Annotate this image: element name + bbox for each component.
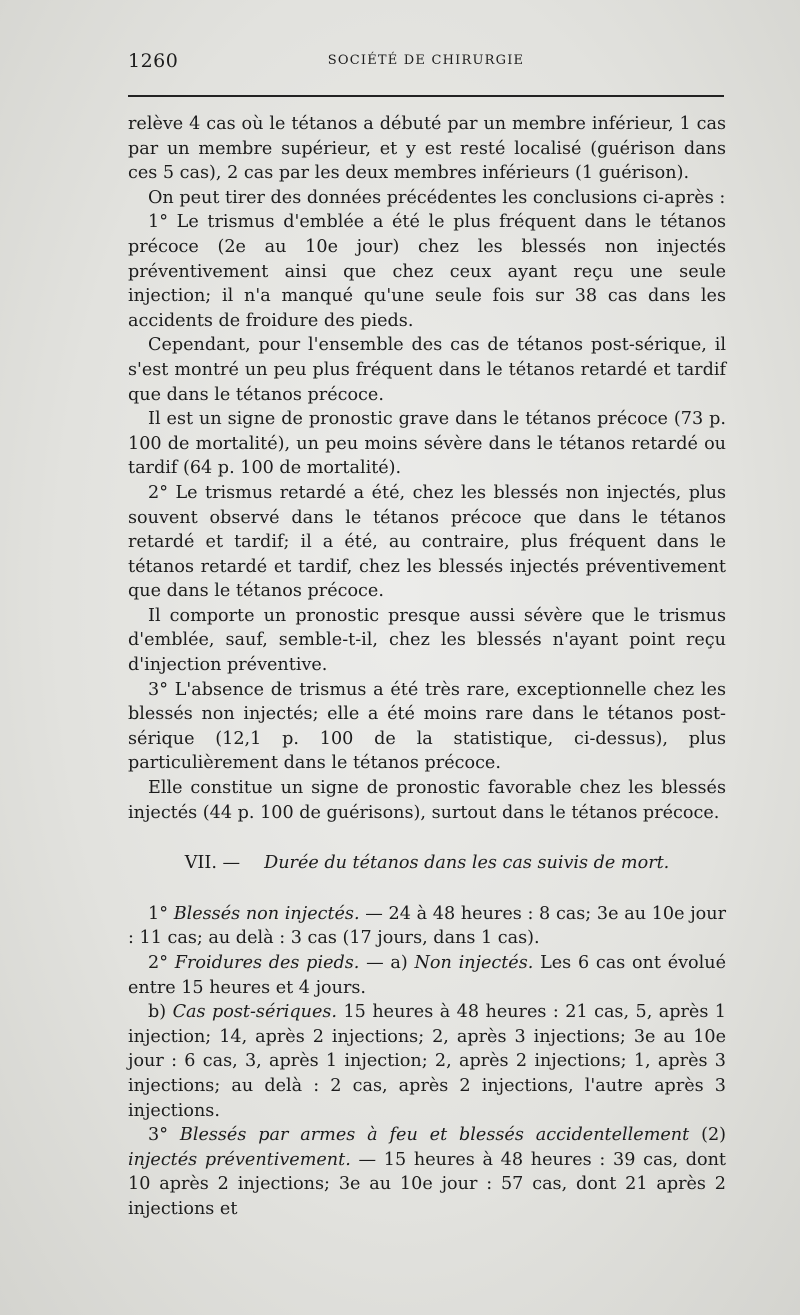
paragraph: On peut tirer des données précédentes les conclusions ci-après : [148,187,726,208]
section-title: Durée du tétanos dans les cas suivis de mort. [264,853,670,874]
list-item: b) Cas post-sériques. 15 heures à 48 heures : 21 cas, 5, après 1 injection; 14, après 2 injections; 2, après 3 injections; 3e au 10e jour : 6 cas, 3, après 1 injection; 2, après 2 injections; 1, après 3 injections; au delà : 2 cas, après 2 injections, l'autre après 3 injections. [128,1002,726,1121]
paragraph: Il comporte un pronostic presque aussi sévère que le trismus d'emblée, sauf, semble-t-il, chez les blessés n'ayant point reçu d'injection préventive. [128,605,726,676]
list-item: 1° Blessés non injectés. — 24 à 48 heures : 8 cas; 3e au 10e jour : 11 cas; au delà : 3 cas (17 jours, dans 1 cas). [128,903,726,949]
page-header [128,50,724,74]
paragraph: 2° Le trismus retardé a été, chez les blessés non injectés, plus souvent observé dans le tétanos précoce que dans le tétanos retardé et tardif; il a été, au contraire, plus fréquent dans le tétanos retardé et tardif, chez les blessés injectés préventivement que dans le tétanos précoce. [128,482,726,602]
section-heading [128,851,726,876]
list-item: 2° Froidures des pieds. — a) Non injectés. Les 6 cas ont évolué entre 15 heures et 4 jours. [128,953,727,998]
paragraph: Il est un signe de pronostic grave dans le tétanos précoce (73 p. 100 de mortalité), un peu moins sévère dans le tétanos retardé ou tardif (64 p. 100 de mortalité). [128,409,726,479]
list-item: 3° Blessés par armes à feu et blessés accidentellement (2) injectés préventivement. — 15 heures à 48 heures : 39 cas, dont 10 après 2 injections; 3e au 10e jour : 57 cas, dont 21 après 2 injections et [128,1125,727,1219]
paragraph: relève 4 cas où le tétanos a débuté par un membre inférieur, 1 cas par un membre supérieur, et y est resté localisé (guérison dans ces 5 cas), 2 cas par les deux membres inférieurs (1 guérison). [128,114,726,184]
paragraph: Elle constitue un signe de pronostic favorable chez les blessés injectés (44 p. 100 de guérisons), surtout dans le tétanos précoce. [128,778,726,823]
paragraph: Cependant, pour l'ensemble des cas de tétanos post-sérique, il s'est montré un peu plus fréquent dans le tétanos retardé et tardif que dans le tétanos précoce. [128,335,726,405]
section-number: VII. — [184,853,241,874]
paragraph: 3° L'absence de trismus a été très rare, exceptionnelle chez les blessés non injectés; elle a été moins rare dans le tétanos post-sérique (12,1 p. 100 de la statistique, ci-dessus), plus particulièrement dans le tétanos précoce. [128,679,726,774]
header-rule [128,95,724,97]
paragraph: 1° Le trismus d'emblée a été le plus fréquent dans le tétanos précoce (2e au 10e jour) chez les blessés non injectés préventivement ainsi que chez ceux ayant reçu une seule injection; il n'a manqué qu'une seule fois sur 38 cas dans les accidents de froidure des pieds. [128,212,726,331]
page-number: 1260 [128,50,179,72]
body-text [128,112,726,1222]
running-title: SOCIÉTÉ DE CHIRURGIE [327,53,525,68]
